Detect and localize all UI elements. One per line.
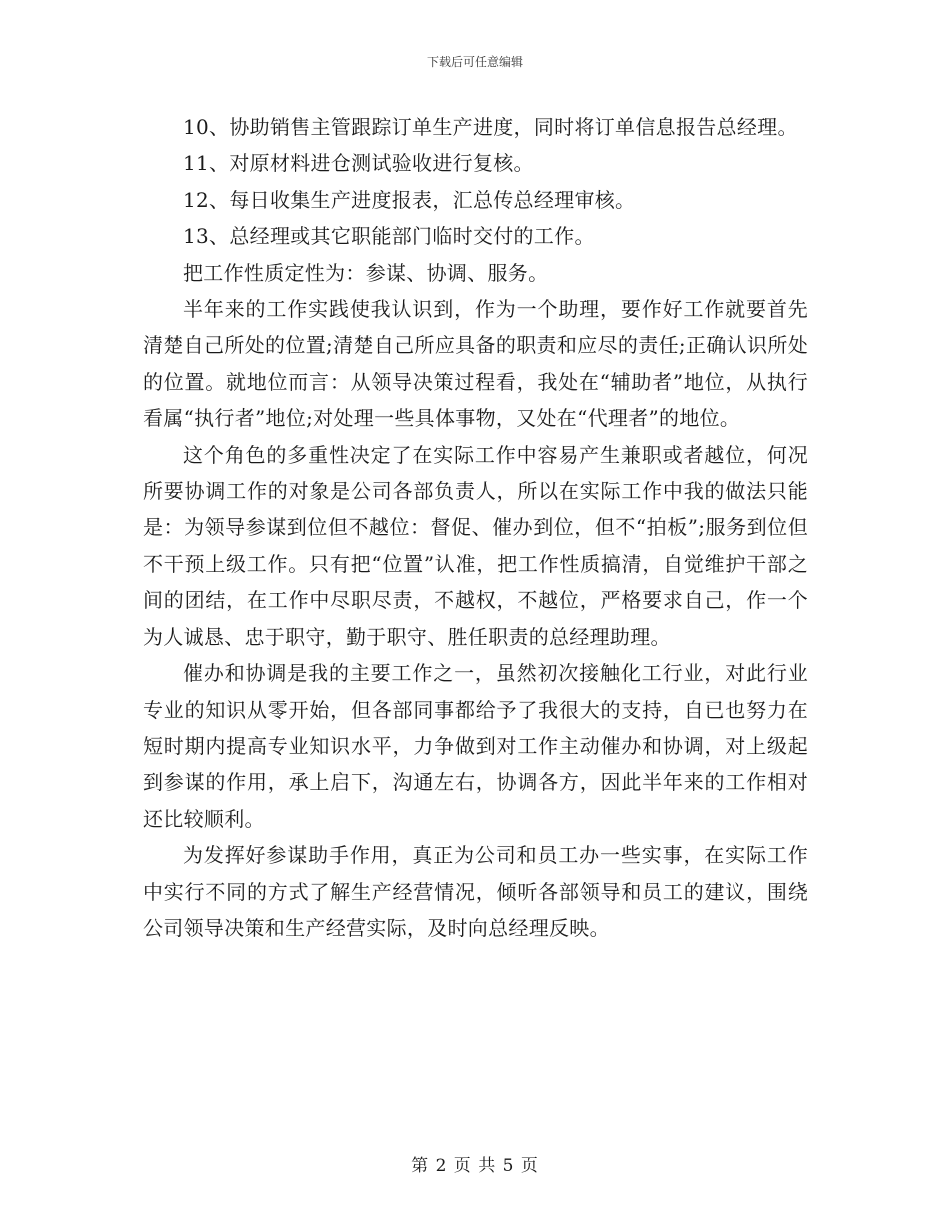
paragraph-coordination: 催办和协调是我的主要工作之一，虽然初次接触化工行业，对此行业专业的知识从零开始，但各部同事都给予了我很大的支持，自已也努力在短时期内提高专业知识水平，力争做到对工作主动催办和协调，对上级起到参谋的作用，承上启下，沟通左右，协调各方，因此半年来的工作相对还比较顺利。: [143, 661, 808, 831]
page-number: 第 2 页 共 5 页: [411, 1156, 539, 1176]
paragraph-item-11: 11、对原材料进仓测试验收进行复核。: [183, 151, 534, 176]
paragraph-item-12: 12、每日收集生产进度报表，汇总传总经理审核。: [183, 187, 636, 212]
paragraph-item-13: 13、总经理或其它职能部门临时交付的工作。: [183, 224, 595, 249]
paragraph-work-nature: 把工作性质定性为：参谋、协调、服务。: [183, 260, 549, 285]
paragraph-position: 半年来的工作实践使我认识到，作为一个助理，要作好工作就要首先清楚自己所处的位置;清楚自己所应具备的职责和应尽的责任;正确认识所处的位置。就地位而言：从领导决策过程看，我处在“辅助者”地位，从执行看属“执行者”地位;对处理一些具体事物，又处在“代理者”的地位。: [143, 297, 808, 431]
paragraph-item-10: 10、协助销售主管跟踪订单生产进度，同时将订单信息报告总经理。: [183, 115, 798, 139]
paragraph-advisory: 为发挥好参谋助手作用，真正为公司和员工办一些实事，在实际工作中实行不同的方式了解生产经营情况，倾听各部领导和员工的建议，围绕公司领导决策和生产经营实际，及时向总经理反映。: [143, 843, 808, 940]
page-header-note: 下载后可任意编辑: [426, 55, 523, 69]
document-body: [143, 109, 808, 946]
paragraph-role: 这个角色的多重性决定了在实际工作中容易产生兼职或者越位，何况所要协调工作的对象是公司各部负责人，所以在实际工作中我的做法只能是：为领导参谋到位但不越位：督促、催办到位，但不“拍板”;服务到位但不干预上级工作。只有把“位置”认准，把工作性质搞清，自觉维护干部之间的团结，在工作中尽职尽责，不越权，不越位，严格要求自己，作一个为人诚恳、忠于职守，勤于职守、胜任职责的总经理助理。: [143, 442, 808, 649]
